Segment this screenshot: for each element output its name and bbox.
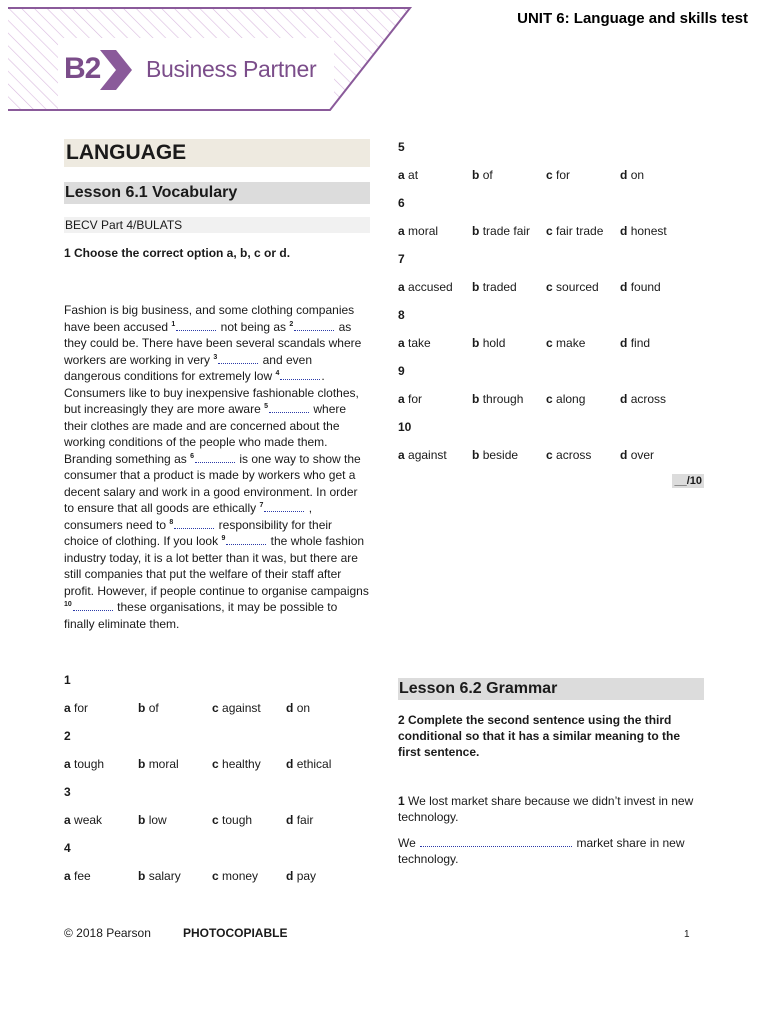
option-letter: b	[138, 757, 146, 771]
question-list-left	[64, 672, 370, 884]
option-a[interactable]	[398, 279, 472, 295]
question-number: 5	[398, 140, 405, 154]
option-text: make	[556, 336, 586, 350]
option-letter: b	[138, 813, 146, 827]
option-text: of	[482, 168, 493, 182]
passage-text: not being as	[217, 319, 290, 334]
passage-text: is one way to show the consumer that a product is made by workers who get a decent salary and work in a good environment. In order to ensure that all goods are ethically	[64, 451, 361, 515]
option-letter: b	[472, 280, 480, 294]
option-text: traded	[482, 280, 517, 294]
option-text: ethical	[296, 757, 332, 771]
option-text: weak	[74, 813, 103, 827]
option-letter: d	[620, 224, 628, 238]
option-letter: a	[398, 448, 405, 462]
option-text: hold	[482, 336, 506, 350]
option-text: against	[408, 448, 447, 462]
question-number: 9	[398, 364, 405, 378]
answer-gap[interactable]	[280, 369, 320, 380]
answer-gap[interactable]	[218, 353, 258, 364]
option-letter: d	[286, 757, 294, 771]
option-text: for	[74, 701, 89, 715]
option-row	[398, 167, 704, 183]
option-text: for	[556, 168, 571, 182]
option-row	[64, 756, 370, 772]
option-letter: a	[398, 168, 405, 182]
option-letter: b	[472, 224, 480, 238]
exercise-1-instruction: 1 Choose the correct option a, b, c or d.	[64, 246, 291, 260]
option-a[interactable]	[398, 391, 472, 407]
option-letter: b	[472, 392, 480, 406]
part-label: BECV Part 4/BULATS	[64, 217, 370, 233]
right-column	[398, 139, 704, 867]
option-text: of	[148, 701, 159, 715]
answer-gap[interactable]	[294, 320, 334, 331]
option-letter: a	[398, 224, 405, 238]
option-letter: a	[64, 869, 71, 883]
option-b[interactable]	[472, 223, 546, 239]
question-number: 8	[398, 308, 405, 322]
answer-gap[interactable]	[195, 452, 235, 463]
option-b[interactable]	[472, 335, 546, 351]
option-letter: d	[620, 448, 628, 462]
option-b[interactable]	[138, 812, 212, 828]
option-letter: c	[546, 224, 553, 238]
option-text: across	[630, 392, 667, 406]
question-number: 3	[64, 785, 71, 799]
option-text: tough	[74, 757, 105, 771]
option-letter: a	[64, 701, 71, 715]
option-a[interactable]	[398, 447, 472, 463]
option-text: low	[148, 813, 167, 827]
passage-text: as they could be. There have been several scandals where workers are working in very	[64, 319, 362, 367]
brand-name: Business Partner	[146, 56, 317, 82]
option-text: over	[630, 448, 655, 462]
option-c[interactable]	[212, 756, 286, 772]
gap-number: 8	[169, 518, 174, 526]
option-letter: c	[212, 701, 219, 715]
option-letter: c	[546, 336, 553, 350]
option-row	[398, 335, 704, 351]
option-c[interactable]	[546, 167, 620, 183]
option-letter: d	[620, 168, 628, 182]
photocopiable-label: PHOTOCOPIABLE	[183, 926, 288, 940]
option-text: beside	[482, 448, 519, 462]
option-row	[398, 223, 704, 239]
option-d[interactable]	[620, 223, 667, 239]
answer-gap[interactable]	[176, 320, 216, 331]
option-text: found	[630, 280, 661, 294]
option-d[interactable]	[620, 391, 666, 407]
option-a[interactable]	[398, 335, 472, 351]
left-column	[64, 139, 370, 896]
question-number: 4	[64, 841, 71, 855]
option-letter: d	[620, 280, 628, 294]
option-letter: d	[286, 813, 294, 827]
option-text: fair trade	[556, 224, 604, 238]
option-text: for	[408, 392, 423, 406]
passage-text: these organisations, it may be possible to finally eliminate them.	[64, 600, 338, 631]
option-letter: c	[212, 869, 219, 883]
exercise-2-instruction: 2 Complete the second sentence using the third conditional so that it has a similar meaning to the first sentence.	[398, 713, 681, 759]
gap-number: 6	[190, 452, 194, 460]
answer-gap[interactable]	[174, 518, 214, 529]
option-text: accused	[408, 280, 453, 294]
brand-level: B2	[64, 52, 101, 85]
option-a[interactable]	[64, 868, 138, 884]
option-text: sourced	[556, 280, 599, 294]
option-text: money	[222, 869, 259, 883]
passage-text: and even dangerous conditions for extremely low	[64, 352, 313, 383]
option-text: across	[556, 448, 592, 462]
option-b[interactable]	[138, 700, 212, 716]
option-d[interactable]	[286, 756, 331, 772]
passage-text: responsibility for their choice of clothing. If you look	[64, 517, 333, 548]
option-a[interactable]	[64, 756, 138, 772]
unit-title: UNIT 6: Language and skills test	[517, 10, 748, 27]
passage-text: the whole fashion industry today, it is a lot better than it was, but there are still companies that put the welfare of their staff after profit. However, if people continue to organise campaigns	[64, 534, 369, 598]
lesson-2-title: Lesson 6.2 Grammar	[398, 678, 704, 700]
option-row	[64, 700, 370, 716]
option-b[interactable]	[472, 279, 546, 295]
page-number: 1	[684, 929, 690, 940]
option-d[interactable]	[620, 335, 650, 351]
gap-number: 5	[264, 403, 269, 410]
option-c[interactable]	[546, 279, 620, 295]
option-b[interactable]	[138, 756, 212, 772]
option-letter: d	[286, 701, 294, 715]
option-text: moral	[408, 224, 439, 238]
option-text: fair	[296, 813, 314, 827]
option-c[interactable]	[212, 868, 286, 884]
option-row	[398, 447, 704, 463]
option-text: at	[408, 168, 419, 182]
copyright: © 2018 Pearson	[64, 926, 151, 940]
gap-number: 7	[259, 502, 264, 509]
option-row	[64, 868, 370, 884]
reading-passage	[64, 302, 370, 632]
option-letter: a	[64, 813, 71, 827]
passage-text: Fashion is big business, and some clothing companies have been accused	[64, 303, 355, 334]
option-letter: c	[546, 392, 553, 406]
question-number: 10	[398, 420, 412, 434]
option-d[interactable]	[286, 700, 310, 716]
option-letter: b	[472, 336, 480, 350]
option-letter: a	[64, 757, 71, 771]
score-box: __/10	[674, 475, 702, 487]
option-letter: a	[398, 392, 405, 406]
option-text: healthy	[222, 757, 261, 771]
option-d[interactable]	[620, 447, 654, 463]
option-letter: d	[620, 392, 628, 406]
option-c[interactable]	[546, 335, 620, 351]
answer-gap[interactable]	[269, 402, 309, 413]
passage-text: , consumers need to	[64, 501, 313, 532]
option-letter: c	[546, 168, 553, 182]
option-letter: d	[620, 336, 628, 350]
question-number: 2	[64, 729, 71, 743]
option-row	[64, 812, 370, 828]
option-row	[398, 279, 704, 295]
gap-number: 10	[64, 601, 72, 608]
option-a[interactable]	[64, 812, 138, 828]
option-b[interactable]	[472, 167, 546, 183]
question-number: 7	[398, 252, 405, 266]
option-text: moral	[148, 757, 179, 771]
option-letter: c	[212, 757, 219, 771]
passage-text: . Consumers like to buy inexpensive fashionable clothes, but increasingly they are more aware	[64, 369, 359, 416]
option-text: trade fair	[482, 224, 531, 238]
option-text: against	[222, 701, 261, 715]
gap-number: 1	[171, 320, 176, 328]
option-letter: c	[546, 448, 553, 462]
section-title: LANGUAGE	[64, 139, 370, 167]
option-c[interactable]	[212, 812, 286, 828]
option-c[interactable]	[212, 700, 286, 716]
option-d[interactable]	[286, 812, 313, 828]
option-letter: b	[472, 168, 480, 182]
option-letter: d	[286, 869, 294, 883]
option-letter: b	[472, 448, 480, 462]
option-text: honest	[630, 224, 667, 238]
gap-number: 9	[221, 535, 226, 542]
grammar-item-1: 1 We lost market share because we didn’t invest in new technology.	[398, 794, 694, 824]
option-text: on	[296, 701, 311, 715]
option-b[interactable]	[472, 447, 546, 463]
option-a[interactable]	[64, 700, 138, 716]
answer-gap[interactable]	[420, 836, 572, 847]
question-list-right	[398, 139, 704, 463]
lesson-1-title: Lesson 6.1 Vocabulary	[64, 182, 370, 204]
grammar-item-1-answer: We market share in new technology.	[398, 836, 685, 866]
option-a[interactable]	[398, 167, 472, 183]
option-letter: c	[546, 280, 553, 294]
option-row	[398, 391, 704, 407]
option-text: find	[630, 336, 651, 350]
option-text: on	[630, 168, 645, 182]
option-text: pay	[296, 869, 317, 883]
option-text: along	[556, 392, 586, 406]
option-d[interactable]	[620, 167, 644, 183]
option-text: through	[482, 392, 524, 406]
option-letter: a	[398, 280, 405, 294]
passage-text: where their clothes are made and are concerned about the working conditions of the people who made them. Branding something as	[64, 402, 347, 466]
option-letter: b	[138, 869, 146, 883]
option-c[interactable]	[546, 391, 620, 407]
option-letter: c	[212, 813, 219, 827]
answer-gap[interactable]	[226, 534, 266, 545]
gap-number: 4	[275, 370, 280, 377]
option-b[interactable]	[472, 391, 546, 407]
question-number: 1	[64, 673, 71, 687]
option-b[interactable]	[138, 868, 212, 884]
answer-gap[interactable]	[73, 600, 113, 611]
option-a[interactable]	[398, 223, 472, 239]
option-d[interactable]	[620, 279, 661, 295]
option-c[interactable]	[546, 447, 620, 463]
option-c[interactable]	[546, 223, 620, 239]
option-letter: a	[398, 336, 405, 350]
answer-gap[interactable]	[264, 501, 304, 512]
gap-number: 2	[289, 320, 294, 328]
option-d[interactable]	[286, 868, 316, 884]
gap-number: 3	[213, 353, 218, 361]
option-text: tough	[222, 813, 253, 827]
option-text: salary	[148, 869, 181, 883]
option-letter: b	[138, 701, 146, 715]
question-number: 6	[398, 196, 405, 210]
option-text: take	[408, 336, 431, 350]
option-text: fee	[74, 869, 91, 883]
